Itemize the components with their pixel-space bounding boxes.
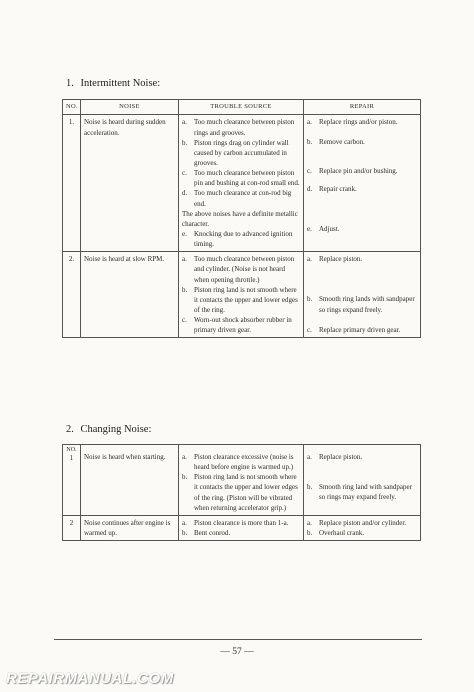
source-item: c. Worn-out shock absorber rubber in primary driven gear. — [182, 316, 292, 335]
table-row — [63, 252, 421, 338]
footer-divider — [54, 639, 422, 640]
repair-item: b. Overhaul crank. — [307, 528, 365, 537]
repair-item: c. Replace primary driven gear. — [307, 325, 401, 334]
source-item: b. Piston ring land is not smooth where it contacts the upper and lower edges of the ring. — [182, 285, 298, 314]
repair-item: d. Repair crank. — [307, 184, 357, 193]
section-2-title: Changing Noise: — [80, 424, 152, 435]
source-item: b. Bent conrod. — [182, 528, 231, 537]
repair-cell — [304, 445, 421, 516]
header-repair: REPAIR — [304, 100, 421, 115]
watermark-logo: REPAIRMANUAL.COM — [6, 670, 174, 687]
row-number: 2 — [63, 515, 81, 540]
trouble-source-cell — [179, 445, 304, 516]
page-number: — 57 — — [220, 647, 254, 657]
trouble-source-cell — [179, 115, 304, 252]
repair-cell — [304, 115, 421, 252]
table-row — [63, 515, 421, 540]
header-trouble-source: TROUBLE SOURCE — [179, 100, 304, 115]
section-1-title: Intermittent Noise: — [80, 78, 161, 89]
noise-description: Noise is heard at slow RPM. — [81, 252, 179, 338]
repair-item: a. Replace piston. — [307, 255, 363, 264]
trouble-source-cell — [179, 515, 304, 540]
table-row — [63, 115, 421, 252]
noise-description: Noise is heard when starting. — [81, 445, 179, 516]
repair-cell — [304, 515, 421, 540]
source-item: a. Piston clearance is more than 1-a. — [182, 518, 289, 527]
source-item: e. Knocking due to advanced ignition timing. — [182, 229, 293, 249]
changing-noise-table — [62, 444, 421, 541]
source-item: b. Piston ring land is not smooth where it contacts the upper and lower edges of the ring. (Piston will be vibrated when returning accelerator grip.) — [182, 473, 298, 512]
section-1-heading — [66, 78, 160, 89]
repair-item: a. Replace rings and/or piston. — [307, 118, 398, 127]
source-item: a. Too much clearance between piston and cylinder. (Noise is not heard when opening throttle.) — [182, 255, 295, 284]
repair-item: a. Replace piston and/or cylinder. — [307, 518, 407, 527]
repair-item: a. Replace piston. — [307, 453, 363, 461]
header-no: NO. — [63, 100, 81, 115]
repair-item: b. Smooth ring land with sandpaper so rings may expand freely. — [307, 483, 412, 502]
row-number: 1. — [63, 115, 81, 252]
trouble-source-cell — [179, 252, 304, 338]
source-note: The above noises have a definite metallic character. — [182, 209, 298, 228]
table-header-row — [63, 100, 421, 115]
source-item: b. Piston rings drag on cylinder wall caused by carbon accumulated in grooves. — [182, 138, 289, 167]
row-number: 2. — [63, 252, 81, 338]
header-no: NO. — [66, 447, 77, 453]
section-2-number: 2. — [66, 424, 74, 435]
table-row — [63, 445, 421, 516]
noise-description: Noise continues after engine is warmed up. — [81, 515, 179, 540]
source-item: c. Too much clearance between piston pin and bushing at con-rod small end. — [182, 169, 300, 188]
repair-item: b. Smooth ring lands with sandpaper so rings expand freely. — [307, 295, 415, 314]
row-number: NO. 1 — [63, 445, 81, 516]
repair-item: b. Remove carbon. — [307, 137, 365, 146]
source-item: d. Too much clearance at con-rod big end. — [182, 189, 292, 208]
source-item: a. Too much clearance between piston rings and grooves. — [182, 118, 295, 137]
section-2-heading — [66, 424, 151, 435]
noise-description: Noise is heard during sudden acceleration. — [81, 115, 179, 252]
source-item: a. Piston clearance excessive (noise is heard before engine is warmed up.) — [182, 453, 294, 472]
intermittent-noise-table — [62, 99, 421, 338]
header-noise: NOISE — [81, 100, 179, 115]
repair-cell — [304, 252, 421, 338]
repair-item: e. Adjust. — [307, 224, 340, 233]
section-1-number: 1. — [66, 78, 74, 89]
repair-item: c. Replace pin and/or bushing. — [307, 166, 398, 175]
